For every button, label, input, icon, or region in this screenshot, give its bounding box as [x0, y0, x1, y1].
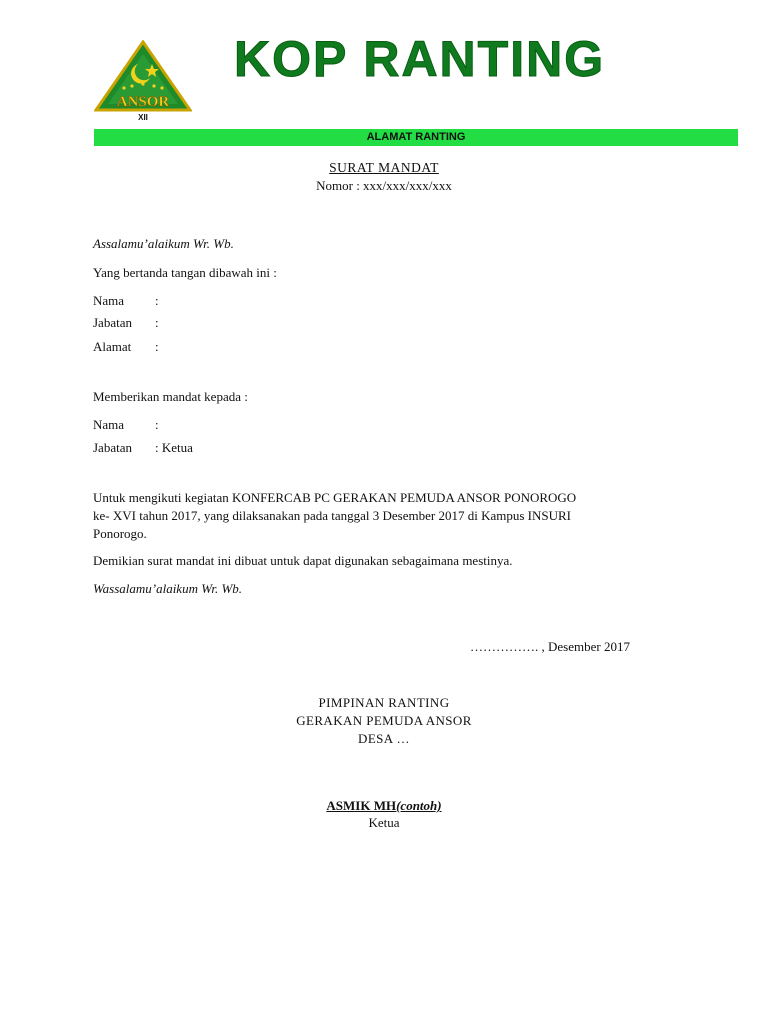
field-label: Jabatan: [93, 315, 132, 330]
field-label: Nama: [93, 417, 125, 432]
field-value: :: [155, 293, 159, 308]
signer-title: Ketua: [368, 815, 400, 830]
mandate-intro: Memberikan mandat kepada :: [93, 389, 248, 404]
org-line-3: DESA …: [358, 731, 410, 746]
signer-name-block: [234, 798, 534, 814]
field-value: :: [155, 339, 159, 354]
closing-statement: Demikian surat mandat ini dibuat untuk dapat digunakan sebagaimana mestinya.: [93, 553, 513, 568]
recipient-field-position: [93, 440, 193, 456]
org-line-2: GERAKAN PEMUDA ANSOR: [296, 713, 472, 728]
field-value: : Ketua: [155, 440, 193, 455]
field-label: Alamat: [93, 339, 132, 354]
signer-field-position: [93, 315, 159, 331]
letter-title: SURAT MANDAT: [329, 160, 439, 175]
farewell: Wassalamu’alaikum Wr. Wb.: [93, 581, 243, 596]
signer-field-name: [93, 293, 159, 309]
date-line: ……………. , Desember 2017: [470, 639, 630, 654]
body-line-3: Ponorogo.: [93, 526, 147, 541]
signer-name-note: (contoh): [396, 798, 442, 813]
kop-title: KOP RANTING: [234, 31, 606, 87]
signer-field-address: [93, 339, 159, 355]
field-value: :: [155, 417, 159, 432]
intro-text: Yang bertanda tangan dibawah ini :: [93, 265, 277, 280]
logo-text: ANSOR: [116, 94, 170, 110]
address-bar: [94, 129, 738, 146]
greeting: Assalamu’alaikum Wr. Wb.: [93, 236, 234, 251]
body-line-1: Untuk mengikuti kegiatan KONFERCAB PC GERAKAN PEMUDA ANSOR PONOROGO: [93, 490, 577, 505]
logo-sub-text: XII: [138, 113, 148, 122]
org-line-1: PIMPINAN RANTING: [318, 695, 450, 710]
signer-name: ASMIK MH: [326, 798, 397, 813]
letter-number: Nomor : xxx/xxx/xxx/xxx: [316, 178, 452, 193]
field-label: Jabatan: [93, 440, 132, 455]
field-label: Nama: [93, 293, 125, 308]
field-value: :: [155, 315, 159, 330]
ansor-logo: [94, 40, 192, 124]
address-bar-text: ALAMAT RANTING: [366, 131, 466, 143]
body-line-2: ke- XVI tahun 2017, yang dilaksanakan pada tanggal 3 Desember 2017 di Kampus INSURI: [93, 508, 571, 523]
recipient-field-name: [93, 417, 159, 433]
